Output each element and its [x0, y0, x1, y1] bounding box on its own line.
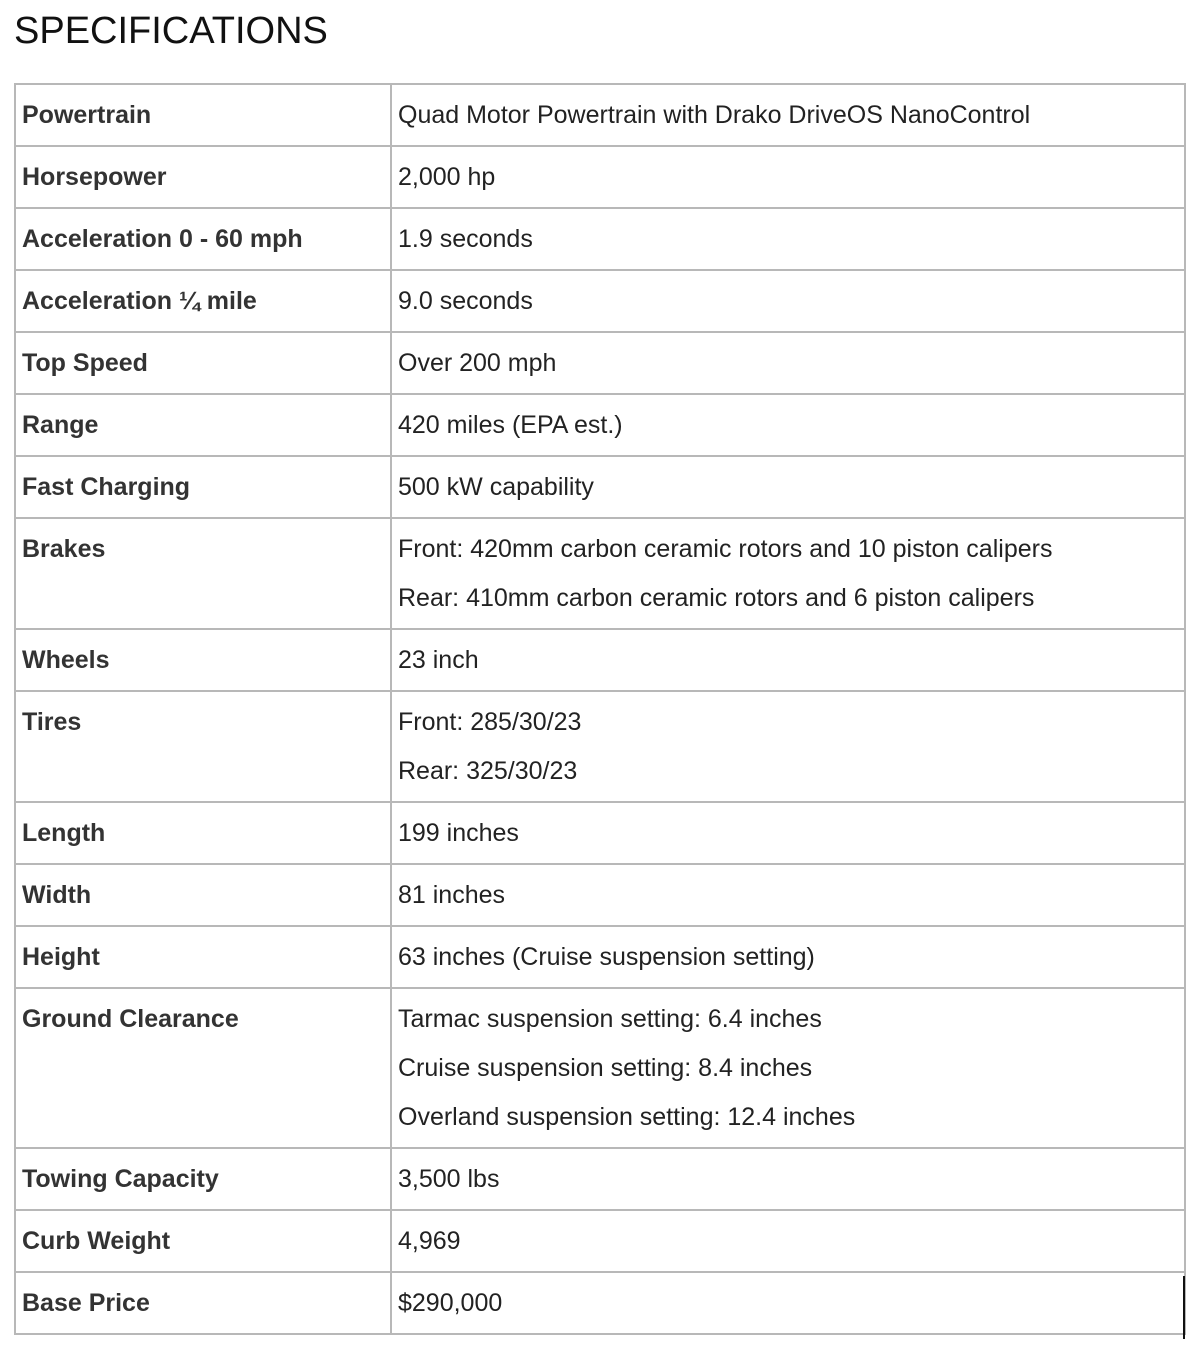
spec-label: Base Price	[15, 1272, 391, 1334]
spec-label: Acceleration 0 - 60 mph	[15, 208, 391, 270]
specifications-table-body	[15, 84, 1185, 1334]
spec-value	[391, 208, 1185, 270]
page-title: SPECIFICATIONS	[14, 10, 328, 52]
spec-row	[15, 988, 1185, 1148]
spec-row	[15, 1272, 1185, 1334]
spec-value	[391, 1272, 1185, 1334]
spec-value-line: Tarmac suspension setting: 6.4 inches	[398, 1005, 822, 1033]
spec-label: Acceleration ¼ mile	[15, 270, 391, 332]
spec-value-line: 63 inches (Cruise suspension setting)	[398, 943, 815, 971]
spec-value	[391, 1210, 1185, 1272]
cursor-line	[1183, 1276, 1185, 1339]
spec-row	[15, 1210, 1185, 1272]
spec-value-line: $290,000	[398, 1289, 503, 1317]
spec-row	[15, 926, 1185, 988]
spec-value-line: Overland suspension setting: 12.4 inches	[398, 1103, 856, 1131]
spec-row	[15, 332, 1185, 394]
spec-row	[15, 864, 1185, 926]
spec-label: Range	[15, 394, 391, 456]
spec-row	[15, 146, 1185, 208]
spec-value-line: Cruise suspension setting: 8.4 inches	[398, 1054, 813, 1082]
spec-label: Ground Clearance	[15, 988, 391, 1148]
spec-row	[15, 691, 1185, 802]
spec-value-line: 23 inch	[398, 646, 479, 674]
spec-row	[15, 84, 1185, 146]
spec-value	[391, 1148, 1185, 1210]
spec-value-line: 4,969	[398, 1227, 461, 1255]
spec-value	[391, 518, 1185, 629]
spec-label: Top Speed	[15, 332, 391, 394]
spec-value	[391, 146, 1185, 208]
spec-row	[15, 1148, 1185, 1210]
spec-row	[15, 629, 1185, 691]
spec-row	[15, 802, 1185, 864]
spec-value	[391, 864, 1185, 926]
spec-label: Powertrain	[15, 84, 391, 146]
spec-value-line: Rear: 410mm carbon ceramic rotors and 6 piston calipers	[398, 584, 1035, 612]
spec-row	[15, 208, 1185, 270]
spec-value-line: 199 inches	[398, 819, 519, 847]
spec-value-line: Rear: 325/30/23	[398, 757, 578, 785]
spec-value-line: 3,500 lbs	[398, 1165, 500, 1193]
spec-value-line: 81 inches	[398, 881, 506, 909]
spec-value	[391, 456, 1185, 518]
spec-value	[391, 802, 1185, 864]
spec-value	[391, 926, 1185, 988]
spec-label: Curb Weight	[15, 1210, 391, 1272]
spec-row	[15, 394, 1185, 456]
spec-label: Width	[15, 864, 391, 926]
spec-row	[15, 270, 1185, 332]
spec-label: Fast Charging	[15, 456, 391, 518]
spec-value-line: Front: 285/30/23	[398, 708, 582, 736]
spec-value-line: 9.0 seconds	[398, 287, 533, 315]
spec-row	[15, 518, 1185, 629]
spec-value-line: Quad Motor Powertrain with Drako DriveOS NanoControl	[398, 101, 1031, 129]
spec-value-line: 1.9 seconds	[398, 225, 533, 253]
spec-value	[391, 629, 1185, 691]
spec-value-line: 2,000 hp	[398, 163, 496, 191]
spec-label: Length	[15, 802, 391, 864]
spec-label: Towing Capacity	[15, 1148, 391, 1210]
spec-label: Brakes	[15, 518, 391, 629]
spec-row	[15, 456, 1185, 518]
specifications-table	[14, 83, 1186, 1335]
spec-label: Wheels	[15, 629, 391, 691]
spec-value-line: 420 miles (EPA est.)	[398, 411, 623, 439]
spec-label: Height	[15, 926, 391, 988]
spec-label: Tires	[15, 691, 391, 802]
spec-value-line: Front: 420mm carbon ceramic rotors and 10 piston calipers	[398, 535, 1053, 563]
spec-value	[391, 988, 1185, 1148]
spec-value-line: Over 200 mph	[398, 349, 557, 377]
spec-value	[391, 332, 1185, 394]
spec-value	[391, 394, 1185, 456]
spec-value	[391, 270, 1185, 332]
spec-value	[391, 84, 1185, 146]
spec-value-line: 500 kW capability	[398, 473, 594, 501]
spec-label: Horsepower	[15, 146, 391, 208]
spec-value	[391, 691, 1185, 802]
